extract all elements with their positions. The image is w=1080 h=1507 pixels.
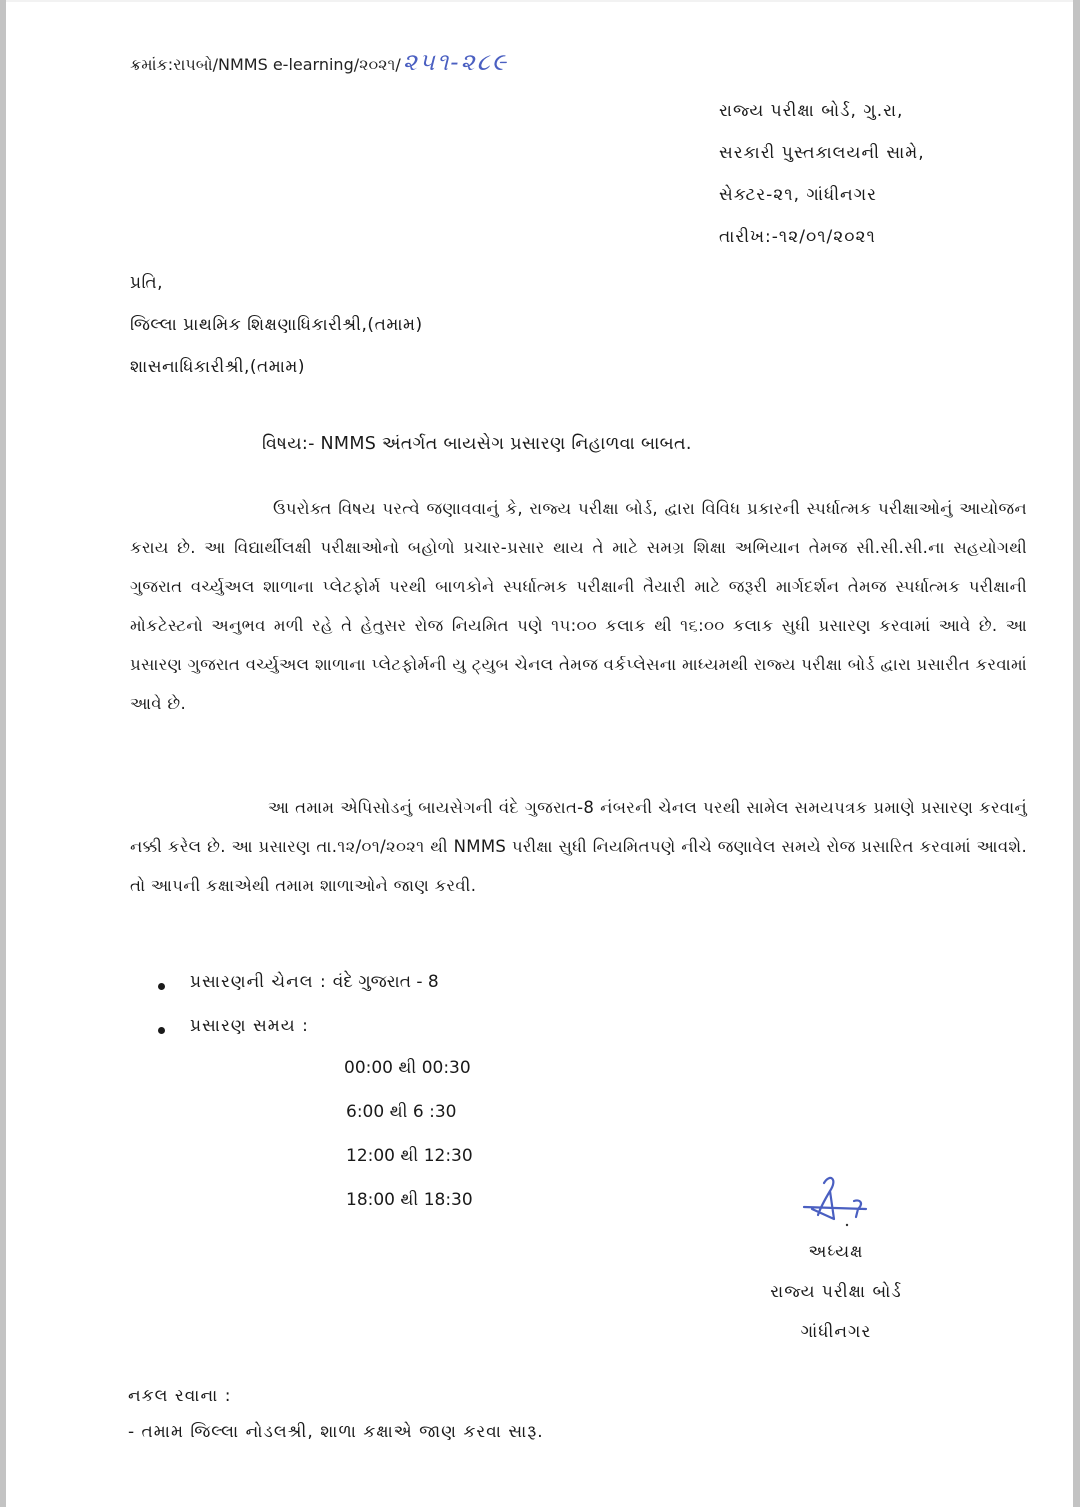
salutation: પ્રતિ, (130, 273, 164, 293)
address-line-city: સેક્ટર-૨૧, ગાંધીનગર (719, 185, 877, 205)
paragraph-text: ઉપરોક્ત વિષય પરત્વે જણાવવાનું કે, રાજ્ય પરીક્ષા બોર્ડ, દ્વારા વિવિધ પ્રકારની સ્પર્ધાત્મક પરીક્ષાઓનું આયોજન કરાય છે. આ વિદ્યાર્થીલક્ષી પરીક્ષાઓનો બહોળો પ્રચાર-પ્રસાર થાય તે માટે સમગ્ર શિક્ષા અભિયાન તેમજ સી.સી.સી.ના સહયોગથી ગુજરાત વર્ચ્યુઅલ શાળાના પ્લેટફોર્મ પરથી બાળકોને સ્પર્ધાત્મક પરીક્ષાની તૈયારી માટે જરૂરી માર્ગદર્શન તેમજ સ્પર્ધાત્મક પરીક્ષાની મોકટેસ્ટનો અનુભવ મળી રહે તે હેતુસર રોજ નિયમિત પણે ૧૫:૦૦ કલાક થી ૧૬:૦૦ કલાક સુધી પ્રસારણ કરવામાં આવે છે. આ પ્રસારણ ગુજરાત વર્ચ્યુઅલ શાળાના પ્લેટફોર્મની યુ ટ્યુબ ચેનલ તેમજ વર્કપ્લેસના માધ્યમથી રાજ્ય પરીક્ષા બોર્ડ દ્વારા પ્રસારીત કરવામાં આવે છે. (130, 499, 1027, 713)
copy-to-item: - તમામ જિલ્લા નોડલશ્રી, શાળા કક્ષાએ જાણ કરવા સારૂ. (128, 1422, 544, 1442)
top-edge-shade (6, 0, 1073, 2)
time-slot: 12:00 થી 12:30 (346, 1145, 473, 1166)
subject-line: વિષય:- NMMS અંતર્ગત બાયસેગ પ્રસારણ નિહાળવા બાબત. (262, 434, 692, 454)
bullet-time (158, 1004, 439, 1048)
signatory-organization: રાજ્ય પરીક્ષા બોર્ડ (770, 1282, 902, 1302)
address-line-office: રાજ્ય પરીક્ષા બોર્ડ, ગુ.રા, (719, 101, 904, 121)
letter-date: તારીખ:-૧૨/૦૧/૨૦૨૧ (719, 227, 876, 247)
bullet-icon (158, 983, 165, 990)
sender-address (719, 90, 925, 258)
recipient-line: જિલ્લા પ્રાથમિક શિક્ષણાધિકારીશ્રી,(તમામ) (130, 315, 423, 335)
body-paragraph-2 (130, 788, 1027, 905)
recipient-block (130, 262, 423, 388)
broadcast-times (344, 1046, 473, 1222)
signatory-city: ગાંધીનગર (800, 1322, 872, 1342)
letter-page (6, 0, 1073, 1507)
paragraph-text: આ તમામ એપિસોડનું બાયસેગની વંદે ગુજરાત-8 નંબરની ચેનલ પરથી સામેલ સમયપત્રક પ્રમાણે પ્રસારણ કરવાનું નક્કી કરેલ છે. આ પ્રસારણ તા.૧૨/૦૧/૨૦૨૧ થી NMMS પરીક્ષા સુધી નિયમિતપણે નીચે જણાવેલ સમયે રોજ પ્રસારિત કરવામાં આવશે. તો આપની કક્ષાએથી તમામ શાળાઓને જાણ કરવી. (130, 798, 1028, 895)
time-slot: 18:00 થી 18:30 (346, 1189, 473, 1210)
bullet-icon (158, 1027, 165, 1034)
broadcast-details (158, 960, 439, 1048)
reference-handwritten: ૨૫૧-૨૮૯ (402, 48, 508, 76)
signature-icon (794, 1175, 884, 1235)
channel-value: વંદે ગુજરાત - 8 (332, 971, 439, 992)
signatory-title: અધ્યક્ષ (808, 1242, 864, 1262)
recipient-line: શાસનાધિકારીશ્રી,(તમામ) (130, 357, 306, 377)
copy-to-heading: નકલ રવાના : (128, 1386, 232, 1406)
address-line-landmark: સરકારી પુસ્તકાલયની સામે, (719, 143, 925, 163)
channel-label: પ્રસારણની ચેનલ : (190, 971, 327, 992)
time-slot: 00:00 થી 00:30 (344, 1057, 471, 1078)
reference-number (130, 50, 508, 74)
time-slot: 6:00 થી 6 :30 (346, 1101, 457, 1122)
signatory-block (736, 1232, 936, 1352)
reference-printed: ક્રમાંક:રાપબો/NMMS e-learning/૨૦૨૧/ (130, 55, 401, 74)
body-paragraph-1 (130, 489, 1027, 723)
time-label: પ્રસારણ સમય : (190, 1015, 309, 1036)
copy-to-block (128, 1378, 544, 1450)
bullet-channel (158, 960, 439, 1004)
